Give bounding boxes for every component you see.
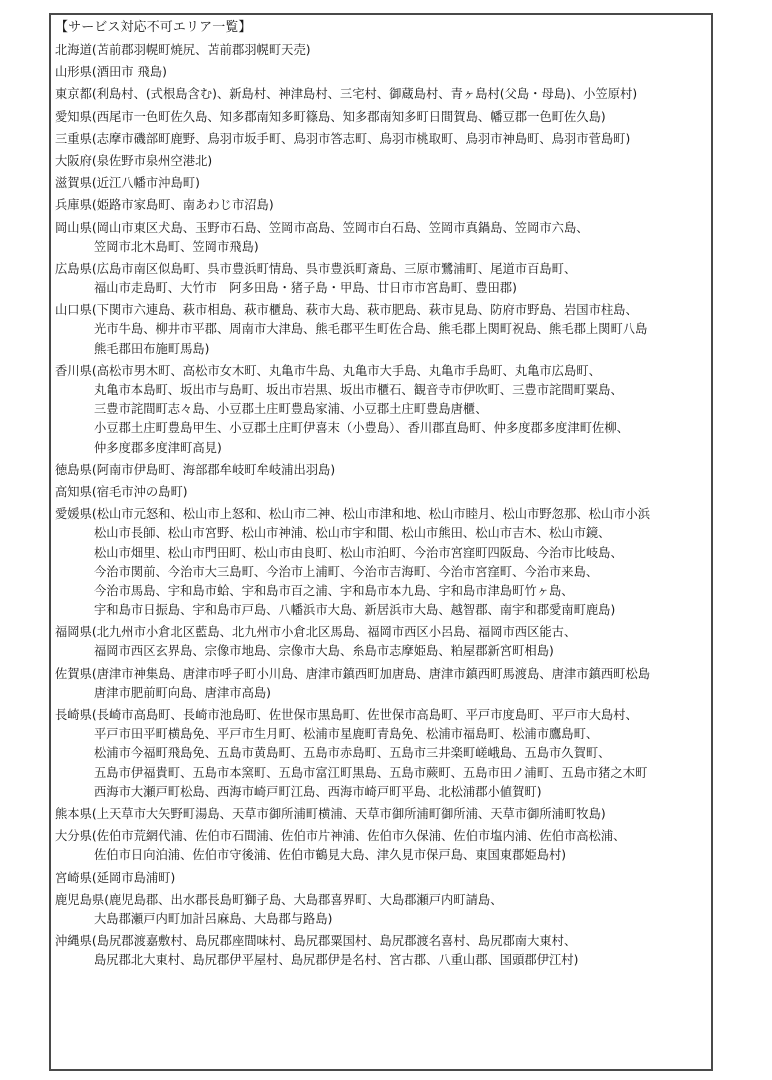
prefecture-list xyxy=(55,41,707,970)
prefecture-line: 佐賀県(唐津市神集島、唐津市呼子町小川島、唐津市鎮西町加唐島、唐津市鎮西町馬渡島、唐津市鎮西町松島 xyxy=(55,666,651,681)
prefecture-line: 広島県(広島市南区似島町、呉市豊浜町情島、呉市豊浜町斎島、三原市鷺浦町、尾道市百島町、 xyxy=(55,261,577,276)
prefecture-entry xyxy=(55,932,707,970)
prefecture-line: 宮崎県(延岡市島浦町) xyxy=(55,870,176,885)
prefecture-continuation-line: 仲多度郡多度津町高見) xyxy=(94,440,222,455)
prefecture-entry xyxy=(55,301,707,359)
prefecture-entry xyxy=(55,63,707,82)
prefecture-entry xyxy=(55,483,707,502)
prefecture-line: 福岡県(北九州市小倉北区藍島、北九州市小倉北区馬島、福岡市西区小呂島、福岡市西区能古、 xyxy=(55,625,577,640)
prefecture-continuation-line: 今治市関前、今治市大三島町、今治市上浦町、今治市吉海町、今治市宮窪町、今治市来島、 xyxy=(94,564,599,579)
prefecture-entry xyxy=(55,461,707,480)
prefecture-entry xyxy=(55,665,707,703)
prefecture-entry xyxy=(55,805,707,824)
prefecture-continuation-line: 小豆郡土庄町豊島甲生、小豆郡土庄町伊喜末（小豊島）、香川郡直島町、仲多度郡多度津町佐柳、 xyxy=(94,421,629,436)
prefecture-line: 滋賀県(近江八幡市沖島町) xyxy=(55,176,200,191)
prefecture-entry xyxy=(55,827,707,865)
prefecture-continuation-line: 島尻郡北大東村、島尻郡伊平屋村、島尻郡伊是名村、宮古郡、八重山郡、国頭郡伊江村) xyxy=(94,953,579,968)
prefecture-line: 北海道(苫前郡羽幌町焼尻、苫前郡羽幌町天売) xyxy=(55,43,311,57)
prefecture-entry xyxy=(55,174,707,193)
prefecture-entry xyxy=(55,891,707,929)
prefecture-line: 徳島県(阿南市伊島町、海部郡牟岐町牟岐浦出羽島) xyxy=(55,462,336,477)
prefecture-entry xyxy=(55,260,707,298)
prefecture-continuation-line: 光市牛島、柳井市平郡、周南市大津島、熊毛郡平生町佐合島、熊毛郡上関町祝島、熊毛郡上関町八島 xyxy=(94,322,648,337)
prefecture-entry xyxy=(55,85,707,104)
prefecture-continuation-line: 笠岡市北木島町、笠岡市飛島) xyxy=(94,239,259,254)
prefecture-entry xyxy=(55,130,707,149)
prefecture-continuation-line: 三豊市詫間町志々島、小豆郡土庄町豊島家浦、小豆郡土庄町豊島唐櫃、 xyxy=(94,402,488,417)
prefecture-continuation-line: 松山市畑里、松山市門田町、松山市由良町、松山市泊町、今治市宮窪町四阪島、今治市比岐島、 xyxy=(94,545,623,560)
prefecture-continuation-line: 唐津市肥前町向島、唐津市高島) xyxy=(94,685,271,700)
area-list-frame xyxy=(49,13,713,1071)
prefecture-entry xyxy=(55,152,707,171)
prefecture-entry xyxy=(55,108,707,127)
prefecture-line: 山形県(酒田市 飛島) xyxy=(55,65,167,80)
prefecture-line: 三重県(志摩市磯部町鹿野、鳥羽市坂手町、鳥羽市答志町、鳥羽市桃取町、鳥羽市神島町、鳥羽市菅島町) xyxy=(55,131,631,146)
prefecture-continuation-line: 五島市伊福貴町、五島市本窯町、五島市富江町黒島、五島市蕨町、五島市田ノ浦町、五島市猪之木町 xyxy=(94,765,648,780)
prefecture-line: 高知県(宿毛市沖の島町) xyxy=(55,484,188,499)
prefecture-continuation-line: 福岡市西区玄界島、宗像市地島、宗像市大島、糸島市志摩姫島、粕屋郡新宮町相島) xyxy=(94,644,554,659)
prefecture-entry xyxy=(55,869,707,888)
prefecture-entry xyxy=(55,41,707,60)
prefecture-line: 沖縄県(島尻郡渡嘉敷村、島尻郡座間味村、島尻郡粟国村、島尻郡渡名喜村、島尻郡南大東村、 xyxy=(55,934,577,949)
prefecture-continuation-line: 西海市大瀬戸町松島、西海市崎戸町江島、西海市崎戸町平島、北松浦郡小値賀町) xyxy=(94,784,542,799)
prefecture-continuation-line: 熊毛郡田布施町馬島) xyxy=(94,341,210,356)
prefecture-entry xyxy=(55,196,707,215)
prefecture-line: 香川県(高松市男木町、高松市女木町、丸亀市牛島、丸亀市大手島、丸亀市手島町、丸亀市広島町、 xyxy=(55,363,601,378)
prefecture-entry xyxy=(55,505,707,620)
prefecture-continuation-line: 福山市走島町、大竹市 阿多田島・猪子島・甲島、廿日市市宮島町、豊田郡) xyxy=(94,281,517,296)
prefecture-line: 大阪府(泉佐野市泉州空港北) xyxy=(55,153,213,168)
prefecture-line: 長崎県(長崎市高島町、長崎市池島町、佐世保市黒島町、佐世保市高島町、平戸市度島町、平戸市大島村、 xyxy=(55,708,638,722)
prefecture-continuation-line: 宇和島市日振島、宇和島市戸島、八幡浜市大島、新居浜市大島、越智郡、南宇和郡愛南町鹿島) xyxy=(94,603,616,618)
prefecture-entry xyxy=(55,706,707,802)
prefecture-line: 鹿児島県(鹿児島郡、出水郡長島町獅子島、大島郡喜界町、大島郡瀬戸内町請島、 xyxy=(55,892,503,907)
prefecture-continuation-line: 今治市馬島、宇和島市蛤、宇和島市百之浦、宇和島市本九島、宇和島市津島町竹ヶ島、 xyxy=(94,583,574,598)
prefecture-continuation-line: 松山市長師、松山市宮野、松山市神浦、松山市宇和間、松山市熊田、松山市吉木、松山市鏡、 xyxy=(94,526,611,541)
document-title: 【サービス対応不可エリア一覧】 xyxy=(55,20,252,35)
prefecture-line: 東京都(利島村、(式根島含む)、新島村、神津島村、三宅村、御蔵島村、青ヶ島村(父島・母島)、小笠原村) xyxy=(55,87,638,102)
prefecture-line: 兵庫県(姫路市家島町、南あわじ市沼島) xyxy=(55,198,274,213)
prefecture-line: 愛知県(西尾市一色町佐久島、知多郡南知多町篠島、知多郡南知多町日間賀島、幡豆郡一色町佐久島) xyxy=(55,109,606,124)
prefecture-continuation-line: 松浦市今福町飛島免、五島市黄島町、五島市赤島町、五島市三井楽町嵯峨島、五島市久賀町、 xyxy=(94,746,611,761)
prefecture-continuation-line: 平戸市田平町横島免、平戸市生月町、松浦市星鹿町青島免、松浦市福島町、松浦市鷹島町、 xyxy=(94,727,599,742)
prefecture-line: 大分県(佐伯市荒網代浦、佐伯市石間浦、佐伯市片神浦、佐伯市久保浦、佐伯市塩内浦、佐伯市高松浦、 xyxy=(55,829,626,844)
prefecture-line: 山口県(下関市六連島、萩市相島、萩市櫃島、萩市大島、萩市肥島、萩市見島、防府市野島、岩国市柱島、 xyxy=(55,303,638,318)
prefecture-continuation-line: 大島郡瀬戸内町加計呂麻島、大島郡与路島) xyxy=(94,911,333,926)
prefecture-entry xyxy=(55,219,707,257)
prefecture-entry xyxy=(55,623,707,661)
prefecture-line: 熊本県(上天草市大矢野町湯島、天草市御所浦町横浦、天草市御所浦町御所浦、天草市御所浦町牧島) xyxy=(55,806,606,821)
prefecture-line: 愛媛県(松山市元怒和、松山市上怒和、松山市二神、松山市津和地、松山市睦月、松山市野忽那、松山市小浜 xyxy=(55,507,651,522)
prefecture-line: 岡山県(岡山市東区犬島、玉野市石島、笠岡市高島、笠岡市白石島、笠岡市真鍋島、笠岡市六島、 xyxy=(55,220,589,235)
prefecture-entry xyxy=(55,362,707,458)
prefecture-continuation-line: 佐伯市日向泊浦、佐伯市守後浦、佐伯市鶴見大島、津久見市保戸島、東国東郡姫島村) xyxy=(94,848,567,863)
prefecture-continuation-line: 丸亀市本島町、坂出市与島町、坂出市岩黒、坂出市櫃石、観音寺市伊吹町、三豊市詫間町粟島、 xyxy=(94,383,623,397)
